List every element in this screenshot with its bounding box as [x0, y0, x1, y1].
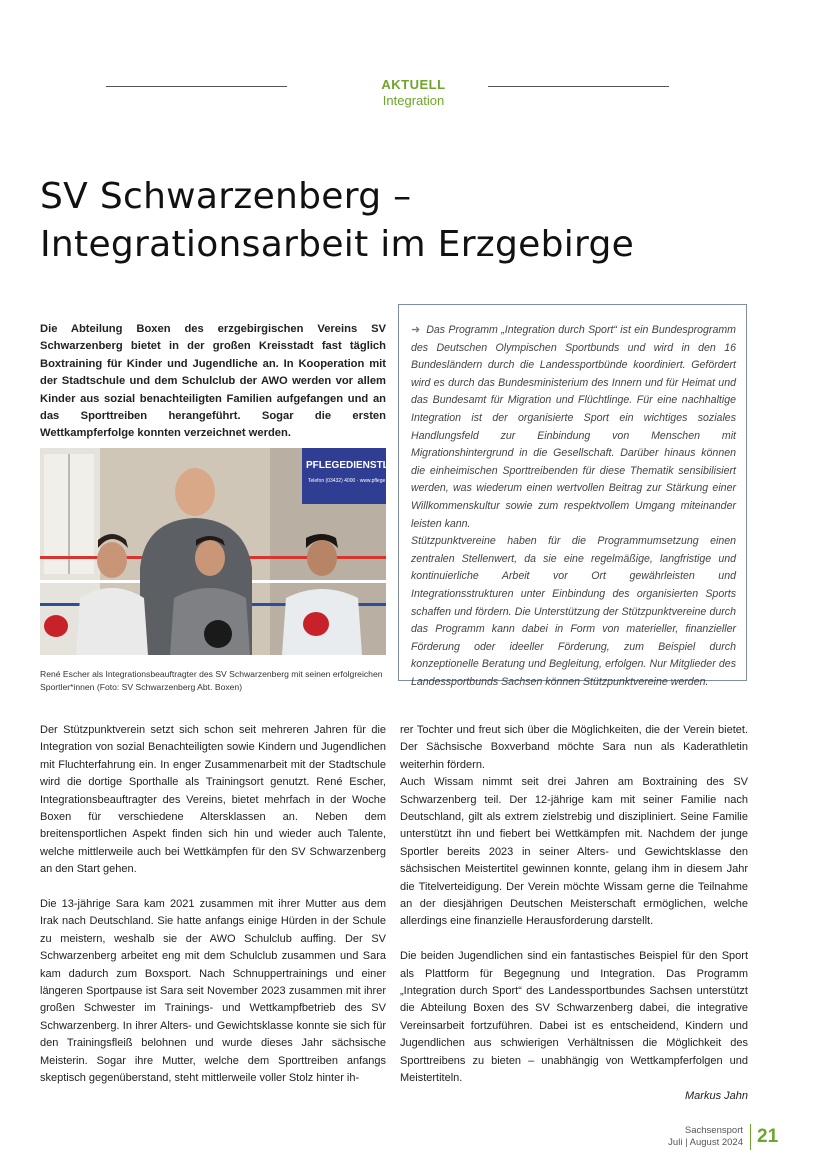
author-signature: Markus Jahn — [685, 1089, 748, 1102]
photo-caption: René Escher als Integrationsbeauftragter des SV Schwarzenberg mit seinen erfolgreichen Sportler*innen (Foto: SV Schwarzenberg Abt. Boxen) — [40, 669, 383, 692]
program-infobox — [398, 304, 747, 688]
infobox-paragraph-2: Stützpunktvereine haben für die Programmumsetzung einen zentralen Stellenwert, da sie eine regelmäßige, langfristige und kontinuierliche Arbeit vor Ort gewährleisten und Integrationsstrukturen unter Einbindung des organisierten Sports schaffen und fördern. Die Unterstützung der Stützpunktvereine durch das Programm kann dabei in Form von materieller, finanzieller Förderung oder ideeller Förderung, zum Beispiel durch konzeptionelle Beratung und Begleitung, erfolgen. Nur Mitglieder des Landessportbunds Sachsen können Stützpunktvereine werden. — [411, 535, 736, 688]
subsection-label: Integration — [382, 93, 445, 108]
body-paragraph: Der Stützpunktverein setzt sich schon seit mehreren Jahren für die Integration von sozial Benachteiligten sowie Kindern und Jugendlichen mit Fluchterfahrung ein. In enger Zusammenarbeit mit der Stadtschule wird die dortige Sporthalle als Trainingsort genutzt. René Escher, Integrationsbeauftragter des Vereins, bietet mehrfach in der Woche Boxen für verschiedene Altersklassen an. Neben dem breitensportlichen Aspekt finden sich hin und wieder auch Talente, welche mittlerweile auch bei Wettkämpfen für den SV Schwarzenberg an den Start gehen. — [40, 724, 386, 876]
body-column-right — [400, 722, 748, 1105]
arrow-right-icon: ➜ — [411, 324, 421, 336]
body-paragraph: rer Tochter und freut sich über die Möglichkeiten, die der Verein bietet. Der Sächsische Boxverband möchte Sara nun als Kaderathletin weiterhin fördern. — [400, 724, 748, 771]
page-number: 21 — [757, 1126, 779, 1147]
title-line-2: Integrationsarbeit im Erzgebirge — [40, 224, 635, 265]
team-photo — [40, 448, 405, 655]
body-paragraph: Die 13-jährige Sara kam 2021 zusammen mit ihrer Mutter aus dem Irak nach Deutschland. Sie hatte anfangs einige Hürden in der Schule zu meistern, weshalb sie der AWO Schulclub auffing. Der SV Schwarzenberg arbeitet eng mit dem Schulclub zusammen und Sara kam dadurch zum Boxsport. Nach Schnuppertrainings und einer längeren Sportpause ist Sara seit November 2023 zusammen mit ihrer großen Schwester im Trainings- und Wettkampfbetrieb des SV Schwarzenberg. In ihrer Alters- und Gewichtsklasse konnte sie sich für den Trainingsfleiß belohnen und wurde dieses Jahr sächsische Meisterin. Sogar ihre Mutter, welche dem Sporttreiben anfangs skeptisch gegenüberstand, steht mittlerweile voller Stolz hinter ih- — [40, 898, 386, 1085]
infobox-text-1: Das Programm „Integration durch Sport“ ist ein Bundesprogramm des Deutschen Olympischen Sportbunds und wird in den 16 Bundesländern durch die Landessportbünde koordiniert. Gefördert wird es durch das Bundesministerium des Innern und für Heimat und das Bundesamt für Migration und Flüchtlinge. Für eine nachhaltige Integration ist der organisierte Sport ein wichtiges soziales Handlungsfeld zur Einbindung von Menschen mit Migrationshintergrund in die Gesellschaft. Darüber hinaus können die einheimischen Sporttreibenden für diese Thematik sensibilisiert werden, was wiederum einen wertvollen Beitrag zur Stärkung einer Willkommenskultur sowie zum respektvollem Umgang miteinander leisten kann. — [411, 324, 736, 530]
section-kicker — [0, 77, 827, 109]
body-column-left — [40, 722, 386, 1105]
title-line-1: SV Schwarzenberg – — [40, 176, 412, 217]
publication-info — [668, 1125, 743, 1149]
lead-paragraph: Die Abteilung Boxen des erzgebirgischen Vereins SV Schwarzenberg bietet in der großen Kreisstadt fast täglich Boxtraining für Kinder und Jugendliche an. In Kooperation mit der Stadtschule und dem Schulclub der AWO werden vor allem Kinder aus sozial benachteiligten Familien aufgefangen und an das Sporttreiben herangeführt. Sogar die ersten Wettkampferfolge konnten verzeichnet werden. — [40, 323, 386, 440]
issue-date: Juli | August 2024 — [668, 1137, 743, 1148]
banner-phone: Telefon (03432) 4000 · www.pflege — [308, 478, 386, 484]
footer-divider — [750, 1124, 751, 1150]
banner-text: PFLEGEDIENSTLEIS — [306, 460, 405, 471]
infobox-paragraph-1 — [411, 322, 736, 533]
boxing-team-image — [40, 448, 405, 655]
section-label: AKTUELL — [381, 77, 446, 92]
body-paragraph: Die beiden Jugendlichen sind ein fantastisches Beispiel für den Sport als Plattform für Begegnung und Integration. Das Programm „Integration durch Sport“ des Landessportbundes Sachsen unterstützt die Abteilung Boxen des SV Schwarzenberg dabei, die integrative Vereinsarbeit fortzuführen. Dabei ist es entscheidend, Kindern und Jugendlichen aus schwierigen Verhältnissen die Möglichkeit des Sporttreibens zu bieten – unabhängig von Wettkampferfolgen und Meistertiteln. — [400, 950, 748, 1085]
article-title — [40, 173, 634, 269]
body-paragraph: Auch Wissam nimmt seit drei Jahren am Boxtraining des SV Schwarzenberg teil. Der 12-jährige kam mit seiner Familie nach Deutschland, gilt als extrem zielstrebig und diszipliniert. Seine Familie unterstützt ihn und fiebert bei Wettkämpfen mit. Nachdem der junge Sportler bereits 2023 in seiner Alters- und Gewichtsklasse den sächsischen Meistertitel gewinnen konnte, gelang ihm in diesem Jahr die Titelverteidigung. Der Verein möchte Wissam gerne die Teilnahme an der diesjährigen Deutschen Meisterschaft ermöglichen, welche allerdings eine finanzielle Herausforderung darstellt. — [400, 776, 748, 928]
publication-name: Sachsensport — [684, 1125, 743, 1136]
